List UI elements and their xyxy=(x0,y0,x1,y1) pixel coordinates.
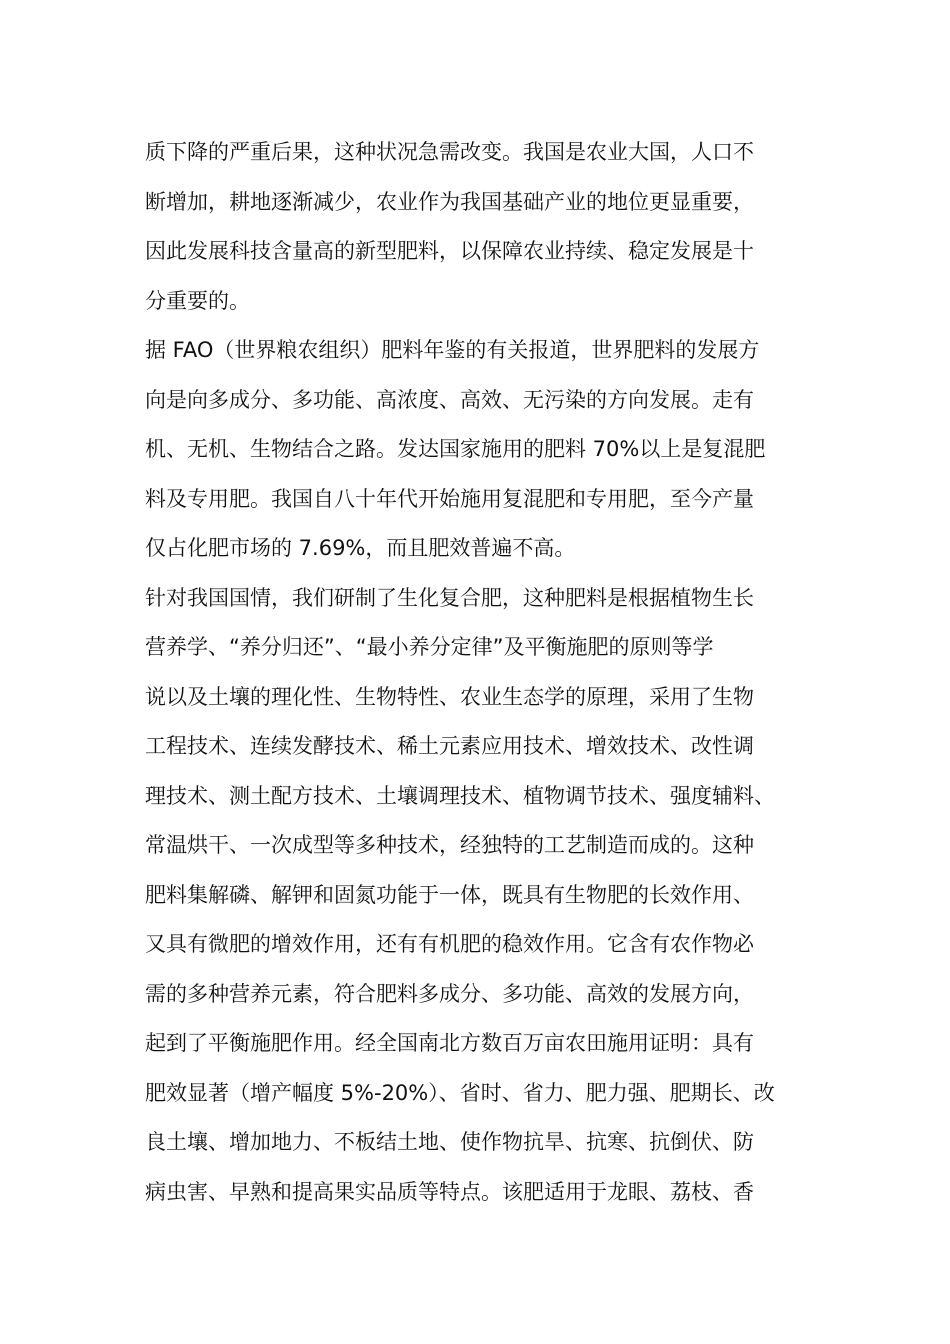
text-line: 说以及土壤的理化性、生物特性、农业生态学的原理，采用了生物 xyxy=(145,684,754,709)
text-line: 常温烘干、一次成型等多种技术，经独特的工艺制造而成的。这种 xyxy=(145,833,754,857)
text-line: 仅占化肥市场的 7.69%，而且肥效普遍不高。 xyxy=(145,536,576,560)
text-line: 断增加，耕地逐渐减少，农业作为我国基础产业的地位更显重要， xyxy=(145,189,754,214)
text-line: 起到了平衡施肥作用。经全国南北方数百万亩农田施用证明：具有 xyxy=(145,1031,754,1055)
text-line: 因此发展科技含量高的新型肥料，以保障农业持续、稳定发展是十 xyxy=(145,239,754,263)
paragraph-3 xyxy=(145,574,825,1218)
text-line: 分重要的。 xyxy=(145,288,250,313)
paragraph-1 xyxy=(145,128,825,326)
text-line: 病虫害、早熟和提高果实品质等特点。该肥适用于龙眼、荔枝、香 xyxy=(145,1179,754,1204)
text-line: 向是向多成分、多功能、高浓度、高效、无污染的方向发展。走有 xyxy=(145,387,754,412)
text-line: 工程技术、连续发酵技术、稀土元素应用技术、增效技术、改性调 xyxy=(145,734,754,758)
text-line: 营养学、“养分归还”、“最小养分定律”及平衡施肥的原则等学 xyxy=(145,635,714,659)
text-line: 良土壤、增加地力、不板结土地、使作物抗旱、抗寒、抗倒伏、防 xyxy=(145,1130,754,1154)
text-line: 质下降的严重后果，这种状况急需改变。我国是农业大国，人口不 xyxy=(145,140,754,164)
text-line: 需的多种营养元素，符合肥料多成分、多功能、高效的发展方向， xyxy=(145,981,754,1006)
text-line: 料及专用肥。我国自八十年代开始施用复混肥和专用肥，至今产量 xyxy=(145,486,754,511)
text-line: 又具有微肥的增效作用，还有有机肥的稳效作用。它含有农作物必 xyxy=(145,932,754,956)
text-line: 据 FAO（世界粮农组织）肥料年鉴的有关报道，世界肥料的发展方 xyxy=(145,338,760,362)
text-line: 针对我国国情，我们研制了生化复合肥，这种肥料是根据植物生长 xyxy=(145,585,754,610)
text-line: 肥效显著（增产幅度 5%-20%）、省时、省力、肥力强、肥期长、改 xyxy=(145,1080,775,1105)
text-line: 机、无机、生物结合之路。发达国家施用的肥料 70%以上是复混肥 xyxy=(145,437,766,461)
text-line: 肥料集解磷、解钾和固氮功能于一体，既具有生物肥的长效作用、 xyxy=(145,882,754,907)
text-line: 理技术、测土配方技术、土壤调理技术、植物调节技术、强度辅料、 xyxy=(145,783,775,808)
paragraph-2 xyxy=(145,326,825,574)
document-body xyxy=(145,128,825,1217)
